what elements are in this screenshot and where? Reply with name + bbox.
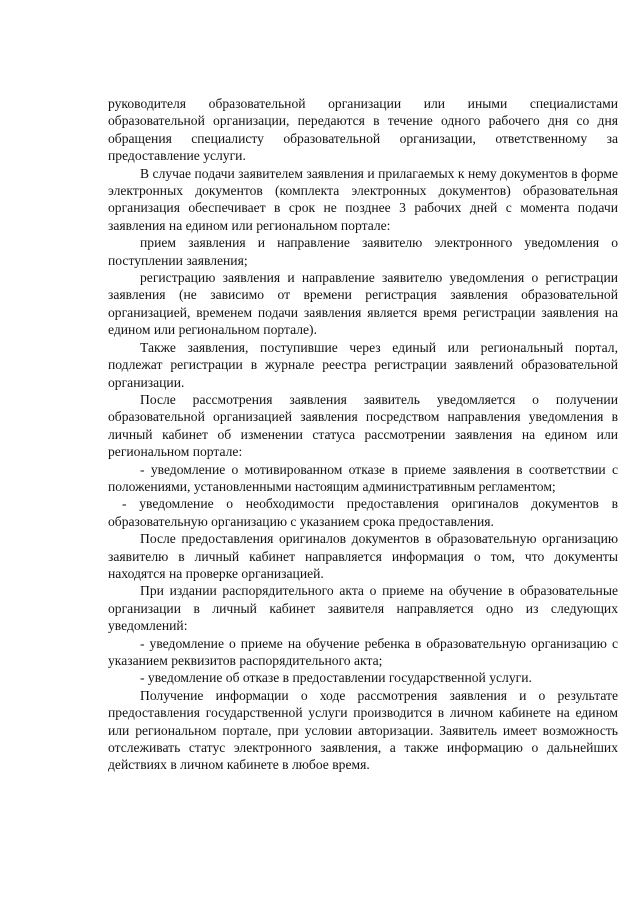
paragraph-originals-submitted: После предоставления оригиналов документов в образовательную организацию заявителю в личный кабинет направляется информация о том, что документы находятся на проверке организацией. — [108, 531, 618, 581]
paragraph-status-tracking: Получение информации о ходе рассмотрения заявления и о результате предоставления государственной услуги производится в личном кабинете на едином или региональном портале, при условии авторизации. Заявитель имеет возможность отслеживать статус электронного заявления, а также информацию о дальнейших действиях в личном кабинете в любое время. — [108, 687, 618, 773]
paragraph-electronic-submission: В случае подачи заявителем заявления и прилагаемых к нему документов в форме электронных документов (комплекта электронных документов) образовательная организация обеспечивает в срок не позднее 3 рабочих дней с момента подачи заявления на едином или региональном портале: — [108, 165, 618, 233]
list-item-admission-notice: - уведомление о приеме на обучение ребенка в образовательную организацию с указанием реквизитов распорядительного акта; — [108, 635, 618, 668]
document-page — [108, 95, 618, 774]
paragraph-registration: регистрацию заявления и направление заявителю уведомления о регистрации заявления (не зависимо от времени регистрация заявления образовательной организацией, временем подачи заявления является время регистрации заявления на едином или региональном портале). — [108, 270, 618, 338]
paragraph-continuation: руководителя образовательной организации или иными специалистами образовательной организации, передаются в течение одного рабочего дня со дня обращения специалисту образовательной организации, ответственному за предоставление услуги. — [108, 96, 618, 164]
list-item-originals-notice: - уведомление о необходимости предоставления оригиналов документов в образовательную организацию с указанием срока предоставления. — [108, 496, 618, 529]
paragraph-journal-registration: Также заявления, поступившие через единый или региональный портал, подлежат регистрации в журнале реестра регистрации заявлений образовательной организации. — [108, 339, 618, 390]
paragraph-acceptance: прием заявления и направление заявителю электронного уведомления о поступлении заявления; — [108, 235, 618, 268]
paragraph-admission-act: При издании распорядительного акта о приеме на обучение в образовательные организации в личный кабинет заявителя направляется одно из следующих уведомлений: — [108, 583, 618, 634]
paragraph-after-review: После рассмотрения заявления заявитель уведомляется о получении образовательной организацией заявления посредством направления уведомления в личный кабинет об изменении статуса рассмотрении заявления на едином или региональном портале: — [108, 391, 618, 460]
list-item-refusal-notice: - уведомление о мотивированном отказе в приеме заявления в соответствии с положениями, установленными настоящим административным регламентом; — [108, 461, 618, 494]
list-item-service-refusal: - уведомление об отказе в предоставлении государственной услуги. — [140, 670, 532, 686]
